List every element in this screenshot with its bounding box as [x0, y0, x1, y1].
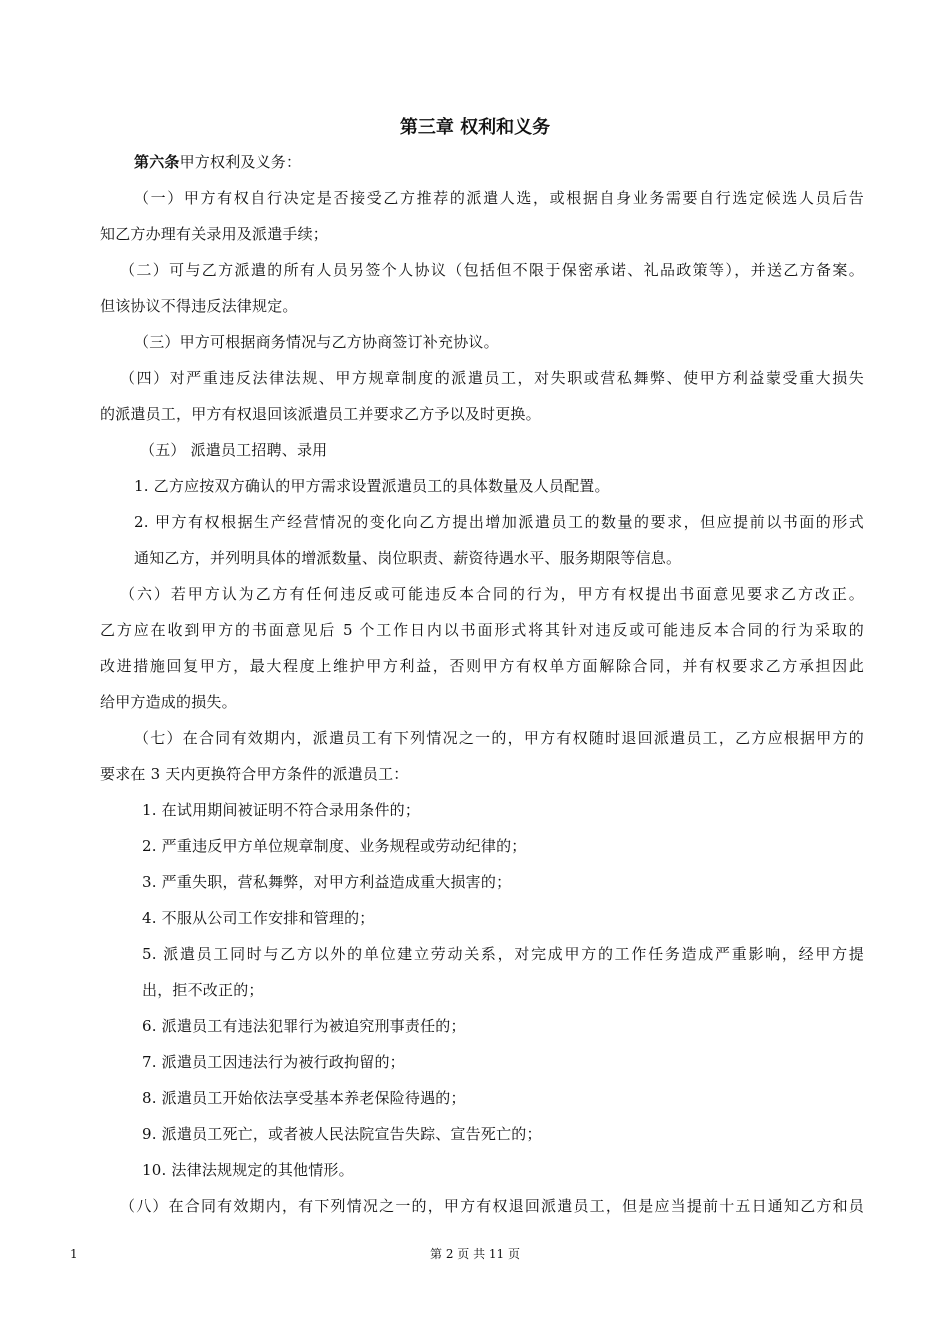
clause-5-item-2-line-1: 2. 甲方有权根据生产经营情况的变化向乙方提出增加派遣员工的数量的要求，但应提前以书面的形式: [134, 513, 864, 531]
clause-5-item-1: 1. 乙方应按双方确认的甲方需求设置派遣员工的具体数量及人员配置。: [134, 477, 610, 495]
clause-7-item-6: 6. 派遣员工有违法犯罪行为被追究刑事责任的；: [142, 1017, 466, 1035]
clause-7-item-8: 8. 派遣员工开始依法享受基本养老保险待遇的；: [142, 1089, 466, 1107]
article-6-heading-text: 甲方权利及义务：: [179, 153, 302, 171]
clause-7-item-4: 4. 不服从公司工作安排和管理的；: [142, 909, 375, 927]
clause-7-item-10: 10. 法律法规规定的其他情形。: [142, 1161, 354, 1179]
clause-7-item-5-line-1: 5. 派遣员工同时与乙方以外的单位建立劳动关系，对完成甲方的工作任务造成严重影响，经甲方提: [142, 945, 864, 963]
clause-3-line-1: （三）甲方可根据商务情况与乙方协商签订补充协议。: [134, 333, 499, 351]
clause-7-item-1: 1. 在试用期间被证明不符合录用条件的；: [142, 801, 421, 819]
clause-6-line-1: （六）若甲方认为乙方有任何违反或可能违反本合同的行为，甲方有权提出书面意见要求乙方改正。: [120, 585, 864, 603]
clause-6-line-4: 给甲方造成的损失。: [100, 693, 237, 711]
clause-2-line-1: （二）可与乙方派遣的所有人员另签个人协议（包括但不限于保密承诺、礼品政策等），并送乙方备案。: [120, 261, 864, 279]
article-6-heading: [134, 150, 301, 174]
clause-2-line-2: 但该协议不得违反法律规定。: [100, 297, 298, 315]
clause-7-line-1: （七）在合同有效期内，派遣员工有下列情况之一的，甲方有权随时退回派遣员工，乙方应根据甲方的: [134, 729, 864, 747]
clause-4-line-1: （四）对严重违反法律法规、甲方规章制度的派遣员工，对失职或营私舞弊、使甲方利益蒙受重大损失: [120, 369, 864, 387]
clause-5-heading: （五） 派遣员工招聘、录用: [140, 441, 328, 459]
chapter-title: 第三章 权利和义务: [399, 117, 551, 138]
clause-6-line-2: 乙方应在收到甲方的书面意见后 5 个工作日内以书面形式将其针对违反或可能违反本合同的行为采取的: [100, 621, 864, 639]
clause-7-line-2: 要求在 3 天内更换符合甲方条件的派遣员工：: [100, 765, 409, 783]
clause-7-item-7: 7. 派遣员工因违法行为被行政拘留的；: [142, 1053, 405, 1071]
clause-4-line-2: 的派遣员工，甲方有权退回该派遣员工并要求乙方予以及时更换。: [100, 405, 541, 423]
clause-6-line-3: 改进措施回复甲方，最大程度上维护甲方利益，否则甲方有权单方面解除合同，并有权要求乙方承担因此: [100, 657, 864, 675]
clause-5-item-2-line-2: 通知乙方，并列明具体的增派数量、岗位职责、薪资待遇水平、服务期限等信息。: [134, 549, 682, 567]
clause-8-line-1: （八）在合同有效期内，有下列情况之一的，甲方有权退回派遣员工，但是应当提前十五日通知乙方和员: [120, 1197, 864, 1215]
clause-7-item-3: 3. 严重失职，营私舞弊，对甲方利益造成重大损害的；: [142, 873, 512, 891]
article-6-label: 第六条: [134, 153, 180, 171]
footer-line-number: 1: [70, 1247, 78, 1261]
clause-1-line-2: 知乙方办理有关录用及派遣手续；: [100, 225, 329, 243]
clause-7-item-9: 9. 派遣员工死亡，或者被人民法院宣告失踪、宣告死亡的；: [142, 1125, 542, 1143]
clause-7-item-5-line-2: 出，拒不改正的；: [142, 981, 264, 999]
footer-page-info: 第 2 页 共 11 页: [430, 1247, 520, 1261]
clause-7-item-2: 2. 严重违反甲方单位规章制度、业务规程或劳动纪律的；: [142, 837, 527, 855]
clause-1-line-1: （一）甲方有权自行决定是否接受乙方推荐的派遣人选，或根据自身业务需要自行选定候选人员后告: [134, 189, 864, 207]
